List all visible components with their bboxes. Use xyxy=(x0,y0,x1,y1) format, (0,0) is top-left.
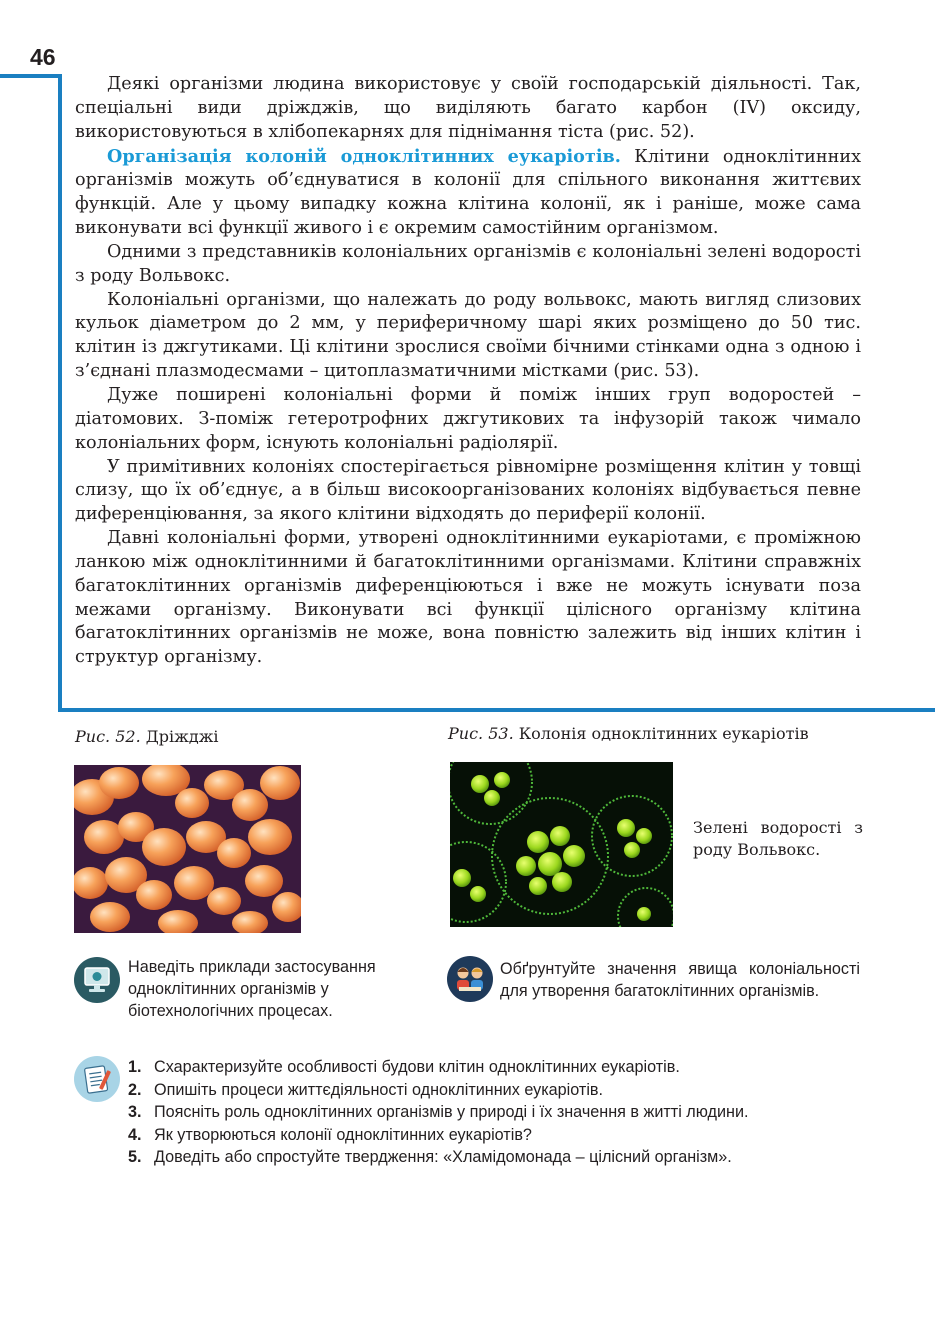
question-number: 5. xyxy=(128,1148,142,1167)
question-number: 4. xyxy=(128,1125,142,1144)
computer-icon xyxy=(74,957,120,1003)
volvox-photo xyxy=(450,762,673,927)
yeast-photo xyxy=(74,765,301,933)
question-text: Доведіть або спростуйте твердження: «Хламідомонада – цілісний організм». xyxy=(154,1148,732,1167)
question-item xyxy=(128,1101,888,1124)
frame-top-line xyxy=(0,74,62,78)
question-number: 3. xyxy=(128,1103,142,1122)
question-item xyxy=(128,1079,888,1102)
paragraph: Одними з представників колоніальних організмів є колоніальні зелені водорості з роду Вольвокс. xyxy=(75,241,861,286)
main-text xyxy=(75,73,861,670)
paragraph: Давні колоніальні форми, утворені одноклітинними еукаріотами, є проміжною ланкою між одноклітинними й багатоклітинними організмами. Клітини справжніх багатоклітинних організмів диференціюються і вже не можуть існувати поза межами організму. Виконувати всі функції цілісного організму клітина багатоклітинних організмів не може, вона повністю залежить від інших клітин і структур організму. xyxy=(75,528,861,668)
section-heading: Організація колоній одноклітинних еукаріотів. xyxy=(107,145,621,167)
paragraph: Колоніальні організми, що належать до роду вольвокс, мають вигляд слизових кульок діаметром до 2 мм, у периферичному шарі яких розміщено до 50 тис. клітин із джгутиками. Ці клітини зрослися своїми бічними стінками одна з одною і з’єднані плазмодесмами – цитоплазматичними містками (рис. 53). xyxy=(75,289,861,382)
paragraph-text: Клітини одноклітинних організмів можуть об’єднуватися в колонії для спільного виконання життєвих функцій. Але у цьому випадку кожна клітина колонії, як і раніше, може сама виконувати всі функції живого і є окремим самостійним організмом. xyxy=(75,146,861,239)
question-number: 2. xyxy=(128,1080,142,1099)
figure-53-title: Колонія одноклітинних еукаріотів xyxy=(518,724,809,743)
notebook-icon xyxy=(74,1056,120,1102)
frame-bottom-line xyxy=(58,708,935,712)
paragraph: Дуже поширені колоніальні форми й поміж інших груп водоростей – діатомових. З-поміж гетеротрофних джгутикових та інфузорій також чимало колоніальних форм, існують колоніальні радіолярії. xyxy=(75,384,861,453)
question-item xyxy=(128,1056,888,1079)
task-1-text: Наведіть приклади застосування одноклітинних організмів у біотехнологічних процесах. xyxy=(128,958,376,1020)
questions-list xyxy=(128,1056,888,1169)
figure-52-label: Рис. 52. xyxy=(75,727,141,746)
question-text: Поясніть роль одноклітинних організмів у природі і їх значення в житті людини. xyxy=(154,1103,749,1122)
figure-53-caption xyxy=(448,724,809,743)
task-2-text: Обґрунтуйте значення явища колоніальності для утворення багатоклітинних організмів. xyxy=(500,960,860,1000)
paragraph: Деякі організми людина використовує у своїй господарській діяльності. Так, спеціальні види дріжджів, що виділяють багато карбон (IV) оксиду, використовуються в хлібопекарнях для піднімання тіста (рис. 52). xyxy=(75,74,861,142)
question-text: Схарактеризуйте особливості будови клітин одноклітинних еукаріотів. xyxy=(154,1058,680,1076)
paragraph: У примітивних колоніях спостерігається рівномірне розміщення клітин у товщі слизу, що їх об’єднує, а в більш високоорганізованих колоніях відбувається певне диференціювання, за якого клітини відходять до периферії колонії. xyxy=(75,456,861,525)
figure-52-caption xyxy=(75,727,219,746)
figure-52-title: Дріжджі xyxy=(145,727,219,746)
figure-53-side-caption: Зелені водорості з роду Вольвокс. xyxy=(693,818,863,859)
question-text: Опишіть процеси життєдіяльності одноклітинних еукаріотів. xyxy=(154,1080,604,1099)
question-item xyxy=(128,1124,888,1147)
paragraph xyxy=(75,145,861,241)
question-text: Як утворюються колонії одноклітинних еукаріотів? xyxy=(154,1125,532,1144)
frame-left-line xyxy=(58,74,62,712)
students-icon xyxy=(447,956,493,1002)
figure-53-label: Рис. 53. xyxy=(448,724,514,743)
question-number: 1. xyxy=(128,1058,142,1076)
question-item xyxy=(128,1146,888,1169)
page-number: 46 xyxy=(30,44,56,70)
